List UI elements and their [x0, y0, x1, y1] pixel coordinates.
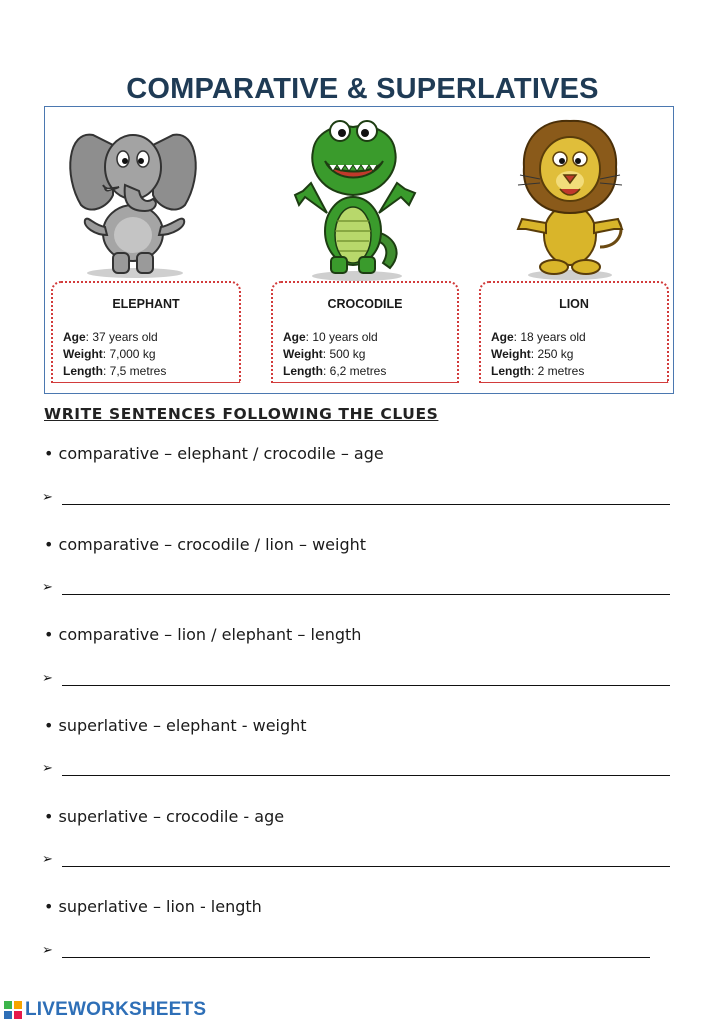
- lion-stats: [491, 329, 586, 380]
- crocodile-weight: : 500 kg: [322, 347, 366, 361]
- answer-line[interactable]: [62, 957, 650, 958]
- arrow-icon: ➢: [42, 580, 53, 595]
- lion-name: LION: [559, 297, 589, 311]
- arrow-icon: ➢: [42, 671, 53, 686]
- lion-weight: : 250 kg: [530, 347, 574, 361]
- lion-card: [479, 281, 669, 383]
- crocodile-card: [271, 281, 459, 383]
- elephant-stats: [63, 329, 166, 380]
- elephant-age: : 37 years old: [85, 330, 158, 344]
- answer-row-4[interactable]: [42, 761, 672, 779]
- elephant-length: : 7,5 metres: [103, 364, 167, 378]
- answer-row-1[interactable]: [42, 490, 672, 508]
- answer-row-5[interactable]: [42, 852, 672, 870]
- weight-label: Weight: [283, 347, 323, 361]
- footer-brand[interactable]: [4, 999, 206, 1021]
- crocodile-name: CROCODILE: [327, 297, 403, 311]
- length-label: Length: [63, 364, 103, 378]
- crocodile-length: : 6,2 metres: [323, 364, 387, 378]
- lion-illustration: [500, 117, 640, 282]
- answer-row-3[interactable]: [42, 671, 672, 689]
- lion-age: : 18 years old: [513, 330, 586, 344]
- answer-line[interactable]: [62, 685, 670, 686]
- length-label: Length: [491, 364, 531, 378]
- age-label: Age: [491, 330, 514, 344]
- crocodile-age: : 10 years old: [305, 330, 378, 344]
- lion-length: : 2 metres: [531, 364, 585, 378]
- elephant-illustration: [63, 115, 203, 280]
- elephant-card: [51, 281, 241, 383]
- answer-line[interactable]: [62, 594, 670, 595]
- answer-line[interactable]: [62, 504, 670, 505]
- animals-panel: [44, 106, 674, 394]
- crocodile-stats: [283, 329, 386, 380]
- clue-5: • superlative – crocodile - age: [44, 807, 285, 826]
- clue-1: • comparative – elephant / crocodile – age: [44, 444, 384, 463]
- section-heading: WRITE SENTENCES FOLLOWING THE CLUES: [44, 405, 439, 423]
- age-label: Age: [63, 330, 86, 344]
- age-label: Age: [283, 330, 306, 344]
- answer-row-6[interactable]: [42, 943, 652, 961]
- weight-label: Weight: [63, 347, 103, 361]
- arrow-icon: ➢: [42, 852, 53, 867]
- crocodile-illustration: [285, 113, 430, 283]
- weight-label: Weight: [491, 347, 531, 361]
- elephant-name: ELEPHANT: [112, 297, 180, 311]
- clue-4: • superlative – elephant - weight: [44, 716, 307, 735]
- length-label: Length: [283, 364, 323, 378]
- elephant-weight: : 7,000 kg: [102, 347, 156, 361]
- footer-brand-text: LIVEWORKSHEETS: [25, 999, 207, 1020]
- worksheet-title: COMPARATIVE & SUPERLATIVES: [126, 73, 599, 105]
- arrow-icon: ➢: [42, 943, 53, 958]
- answer-line[interactable]: [62, 866, 670, 867]
- clue-3: • comparative – lion / elephant – length: [44, 625, 362, 644]
- clue-2: • comparative – crocodile / lion – weight: [44, 535, 367, 554]
- arrow-icon: ➢: [42, 490, 53, 505]
- clue-6: • superlative – lion - length: [44, 897, 262, 916]
- answer-row-2[interactable]: [42, 580, 672, 598]
- arrow-icon: ➢: [42, 761, 53, 776]
- liveworksheets-logo-icon: [4, 1001, 22, 1019]
- answer-line[interactable]: [62, 775, 670, 776]
